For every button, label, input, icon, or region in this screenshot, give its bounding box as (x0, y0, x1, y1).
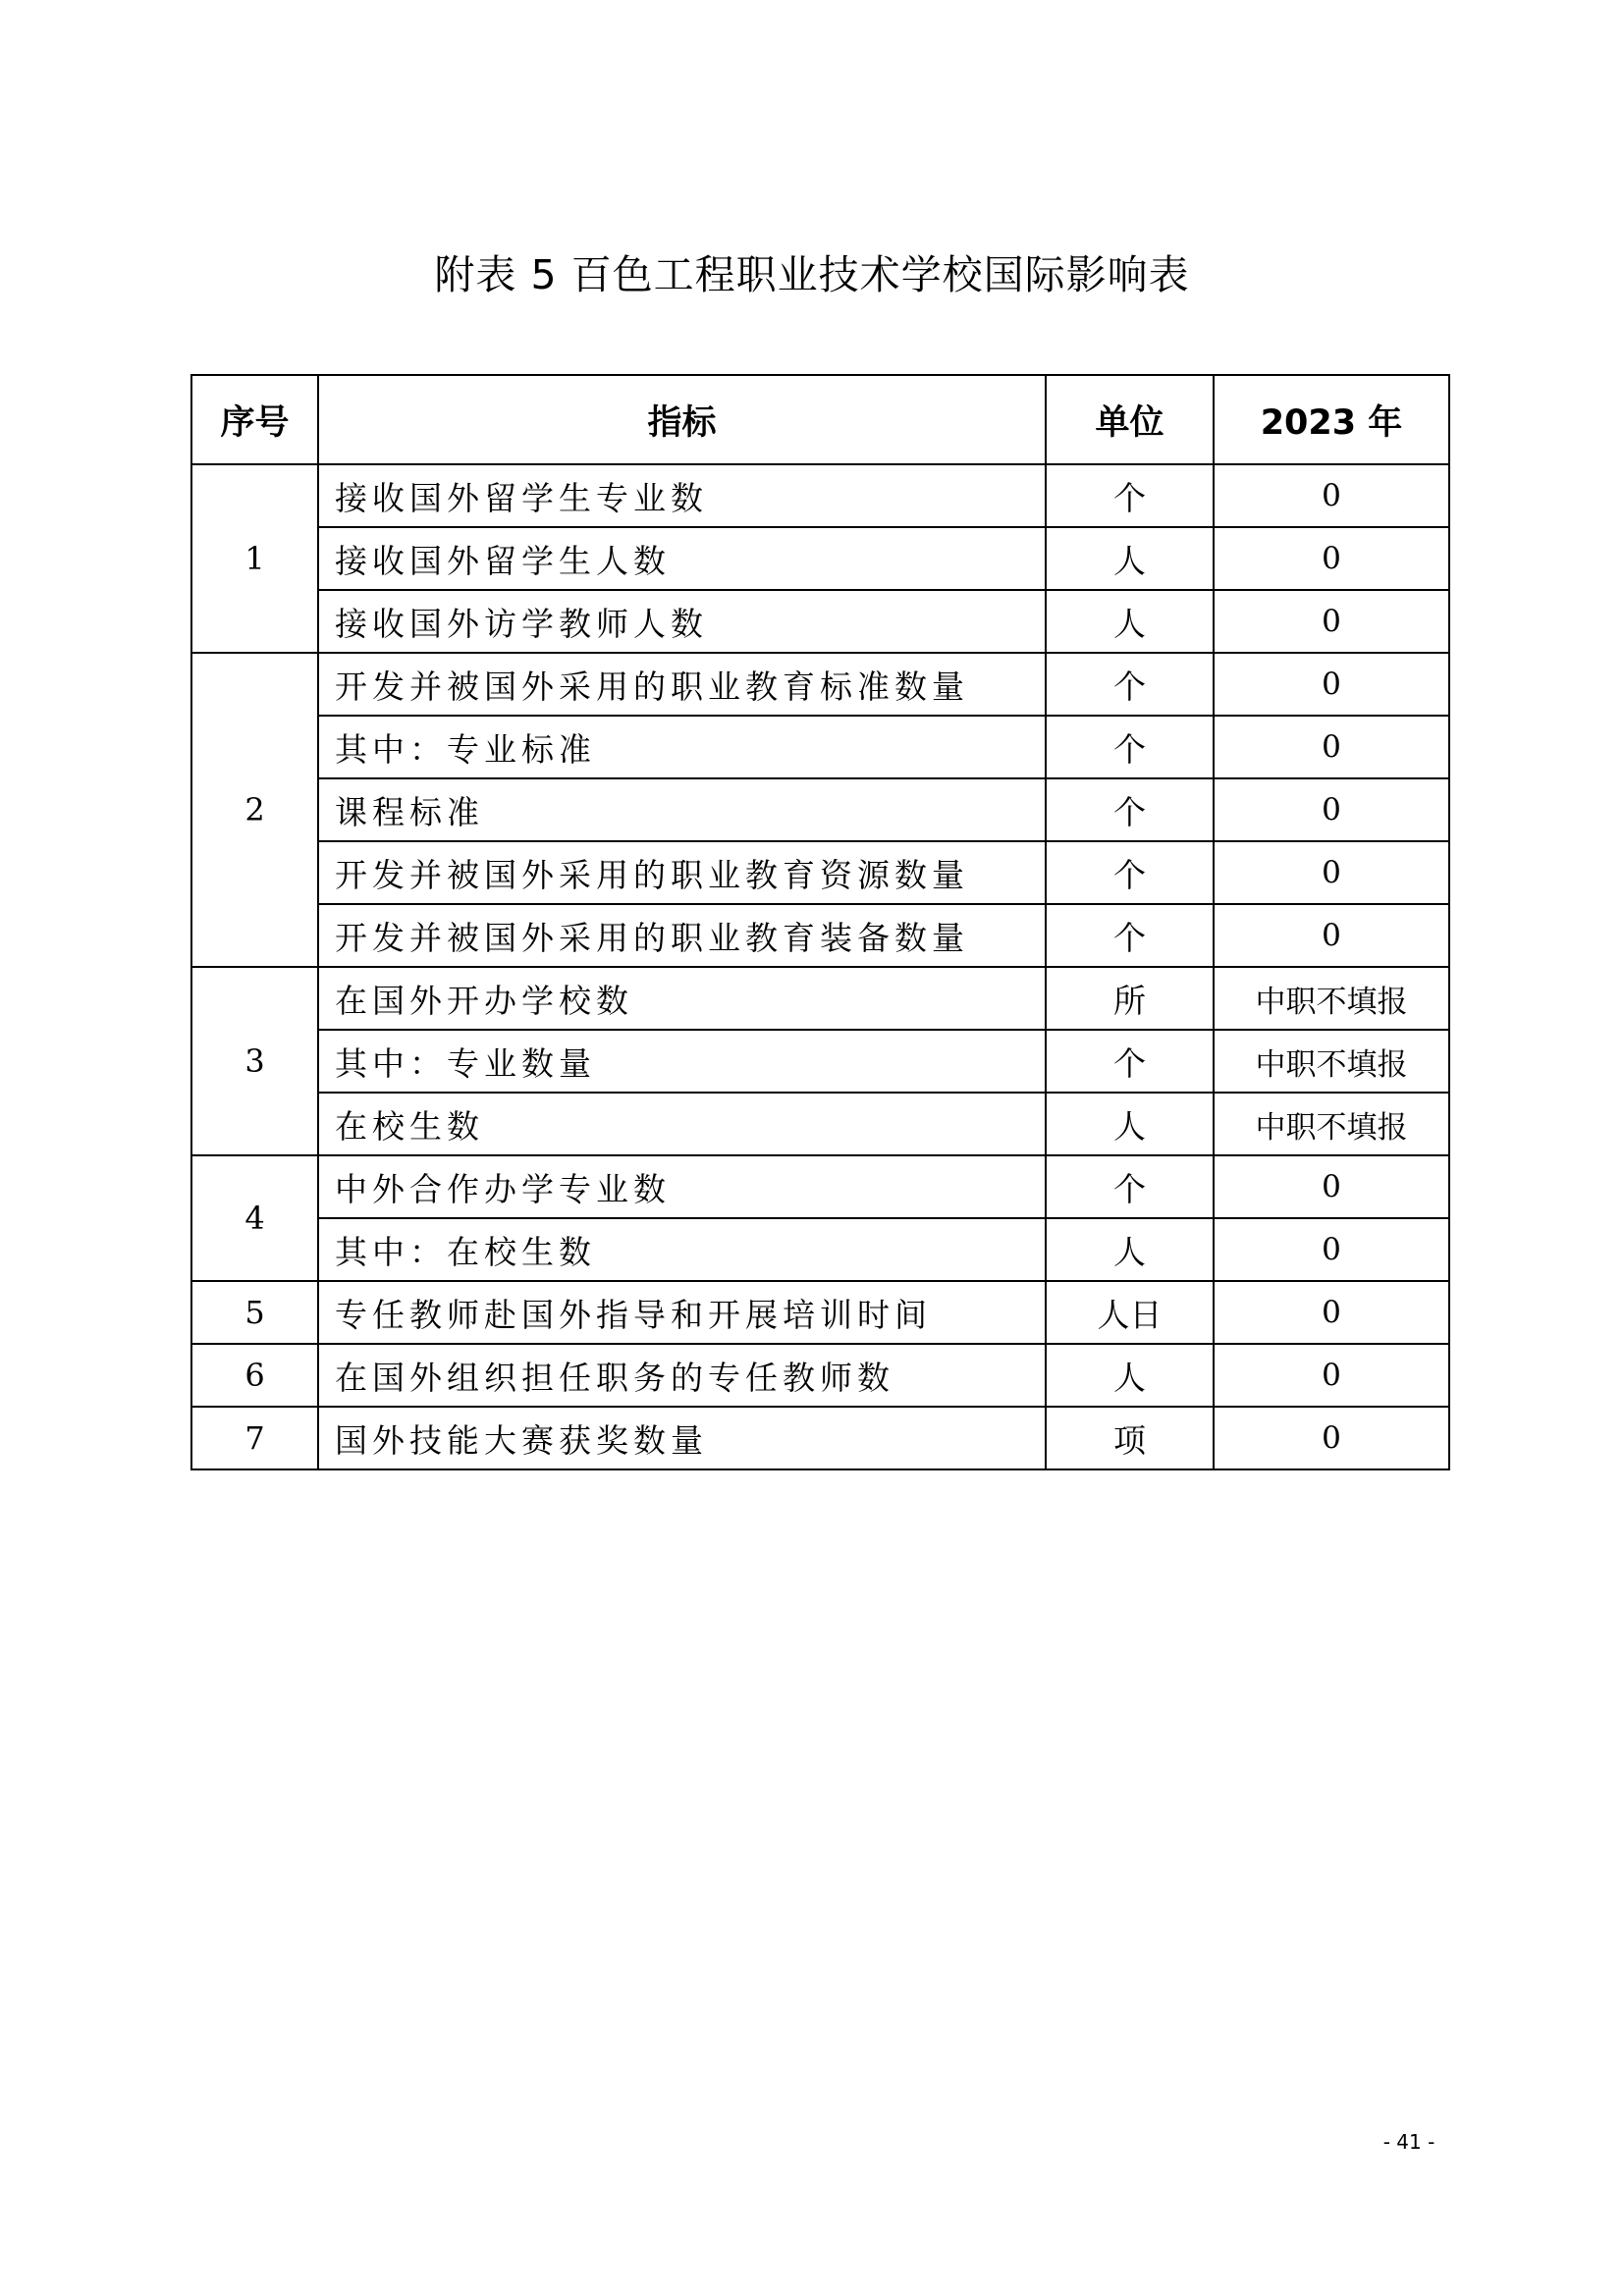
table-row (191, 653, 1449, 716)
row-value: 0 (1214, 590, 1449, 653)
header-unit: 单位 (1046, 375, 1214, 464)
row-seq: 6 (191, 1344, 318, 1407)
row-seq: 5 (191, 1281, 318, 1344)
row-value: 0 (1214, 841, 1449, 904)
table-row (191, 778, 1449, 841)
table-row (191, 841, 1449, 904)
row-indicator: 接收国外访学教师人数 (318, 590, 1046, 653)
row-indicator: 开发并被国外采用的职业教育资源数量 (318, 841, 1046, 904)
row-value: 0 (1214, 716, 1449, 778)
row-unit: 个 (1046, 1030, 1214, 1093)
row-value: 中职不填报 (1214, 967, 1449, 1030)
row-unit: 个 (1046, 716, 1214, 778)
row-value: 0 (1214, 653, 1449, 716)
row-indicator: 开发并被国外采用的职业教育装备数量 (318, 904, 1046, 967)
row-indicator: 其中：专业标准 (318, 716, 1046, 778)
page-title: 附表 5 百色工程职业技术学校国际影响表 (434, 251, 1190, 298)
table-row (191, 464, 1449, 527)
row-value: 中职不填报 (1214, 1093, 1449, 1155)
row-unit: 个 (1046, 653, 1214, 716)
row-value: 中职不填报 (1214, 1030, 1449, 1093)
table-row (191, 527, 1449, 590)
row-unit: 人 (1046, 1218, 1214, 1281)
table-row (191, 967, 1449, 1030)
row-indicator: 专任教师赴国外指导和开展培训时间 (318, 1281, 1046, 1344)
header-seq: 序号 (191, 375, 318, 464)
row-value: 0 (1214, 527, 1449, 590)
table-header-row (191, 375, 1449, 464)
row-unit: 人 (1046, 527, 1214, 590)
row-value: 0 (1214, 1218, 1449, 1281)
table-row (191, 1155, 1449, 1218)
table-row (191, 1030, 1449, 1093)
row-unit: 个 (1046, 464, 1214, 527)
row-indicator: 在国外开办学校数 (318, 967, 1046, 1030)
table-row (191, 1218, 1449, 1281)
row-unit: 人 (1046, 1093, 1214, 1155)
table-row (191, 904, 1449, 967)
row-value: 0 (1214, 1155, 1449, 1218)
row-indicator: 在国外组织担任职务的专任教师数 (318, 1344, 1046, 1407)
row-indicator: 国外技能大赛获奖数量 (318, 1407, 1046, 1469)
row-unit: 项 (1046, 1407, 1214, 1469)
table-row (191, 1093, 1449, 1155)
row-value: 0 (1214, 464, 1449, 527)
table-row (191, 1344, 1449, 1407)
header-indicator: 指标 (318, 375, 1046, 464)
row-value: 0 (1214, 778, 1449, 841)
row-unit: 个 (1046, 1155, 1214, 1218)
table-row (191, 716, 1449, 778)
page-number: - 41 - (1382, 2130, 1435, 2154)
table-row (191, 1407, 1449, 1469)
row-value: 0 (1214, 1344, 1449, 1407)
table-row (191, 590, 1449, 653)
row-seq: 3 (191, 967, 318, 1155)
row-value: 0 (1214, 1281, 1449, 1344)
header-year: 2023 年 (1214, 375, 1449, 464)
table-row (191, 1281, 1449, 1344)
row-indicator: 其中：在校生数 (318, 1218, 1046, 1281)
row-unit: 人 (1046, 590, 1214, 653)
row-unit: 人日 (1046, 1281, 1214, 1344)
row-value: 0 (1214, 904, 1449, 967)
row-unit: 个 (1046, 841, 1214, 904)
row-indicator: 课程标准 (318, 778, 1046, 841)
row-seq: 2 (191, 653, 318, 967)
row-seq: 4 (191, 1155, 318, 1281)
row-indicator: 其中：专业数量 (318, 1030, 1046, 1093)
row-indicator: 在校生数 (318, 1093, 1046, 1155)
row-seq: 1 (191, 464, 318, 653)
row-unit: 人 (1046, 1344, 1214, 1407)
row-indicator: 接收国外留学生人数 (318, 527, 1046, 590)
international-influence-table (190, 374, 1450, 1470)
row-seq: 7 (191, 1407, 318, 1469)
row-unit: 所 (1046, 967, 1214, 1030)
row-indicator: 接收国外留学生专业数 (318, 464, 1046, 527)
row-unit: 个 (1046, 778, 1214, 841)
row-indicator: 开发并被国外采用的职业教育标准数量 (318, 653, 1046, 716)
row-value: 0 (1214, 1407, 1449, 1469)
row-unit: 个 (1046, 904, 1214, 967)
row-indicator: 中外合作办学专业数 (318, 1155, 1046, 1218)
